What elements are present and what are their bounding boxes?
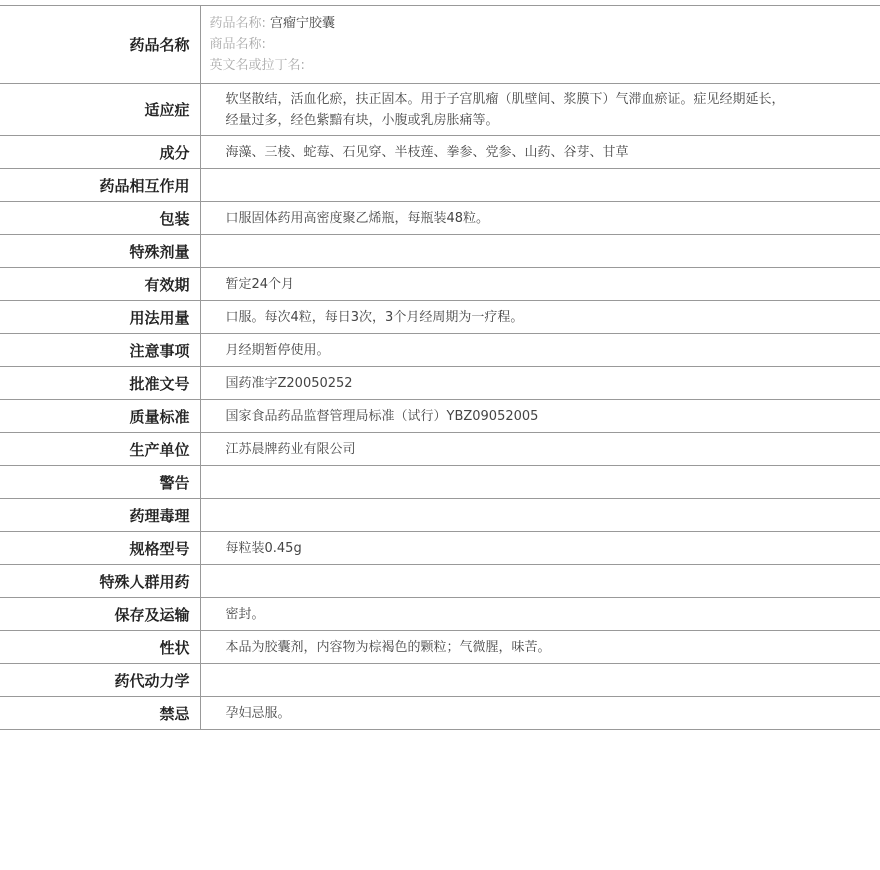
generic-name-label: 药品名称: [209,16,266,31]
row-label: 适应症 [0,84,200,136]
row-value: 密封。 [200,598,880,631]
row-value: 每粒装0.45g [200,532,880,565]
row-label: 包装 [0,202,200,235]
warning-row [0,466,880,499]
row-label: 禁忌 [0,697,200,730]
row-label: 药代动力学 [0,664,200,697]
specification-row [0,532,880,565]
generic-name-line [210,13,880,34]
row-value [200,169,880,202]
row-label: 性状 [0,631,200,664]
pharmacology-row [0,499,880,532]
row-value: 软坚散结，活血化瘀，扶正固本。用于子宫肌瘤（肌壁间、浆膜下）气滞血瘀证。症见经期延长，经量过多，经色紫黯有块，小腹或乳房胀痛等。 [200,84,880,136]
row-value: 月经期暂停使用。 [200,334,880,367]
storage-row [0,598,880,631]
row-label: 批准文号 [0,367,200,400]
row-label: 药理毒理 [0,499,200,532]
row-value: 本品为胶囊剂，内容物为棕褐色的颗粒；气微腥，味苦。 [200,631,880,664]
approval-number-row [0,367,880,400]
generic-name-value: 宫瘤宁胶囊 [270,16,336,31]
precautions-row [0,334,880,367]
row-value [200,664,880,697]
row-value: 国药准字Z20050252 [200,367,880,400]
row-value [200,499,880,532]
special-population-row [0,565,880,598]
contraindications-row [0,697,880,730]
row-label: 规格型号 [0,532,200,565]
description-row [0,631,880,664]
quality-standard-row [0,400,880,433]
shelf-life-row [0,268,880,301]
special-dosage-row [0,235,880,268]
drug-info-table [0,5,880,730]
packaging-row [0,202,880,235]
row-value: 暂定24个月 [200,268,880,301]
interactions-row [0,169,880,202]
row-value: 口服。每次4粒，每日3次，3个月经周期为一疗程。 [200,301,880,334]
row-label: 药品名称 [0,6,200,84]
row-label: 成分 [0,136,200,169]
row-value: 孕妇忌服。 [200,697,880,730]
row-value: 口服固体药用高密度聚乙烯瓶，每瓶装48粒。 [200,202,880,235]
trade-name-line [210,34,880,55]
trade-name-label: 商品名称: [209,37,266,52]
manufacturer-row [0,433,880,466]
row-value: 国家食品药品监督管理局标准（试行）YBZ09052005 [200,400,880,433]
row-label: 特殊人群用药 [0,565,200,598]
drug-name-row [0,6,880,84]
row-value [200,235,880,268]
row-value [200,565,880,598]
row-label: 特殊剂量 [0,235,200,268]
row-value: 海藻、三棱、蛇莓、石见穿、半枝莲、拳参、党参、山药、谷芽、甘草 [200,136,880,169]
row-value [200,466,880,499]
dosage-row [0,301,880,334]
row-value: 江苏晨牌药业有限公司 [200,433,880,466]
row-label: 注意事项 [0,334,200,367]
row-label: 质量标准 [0,400,200,433]
pharmacokinetics-row [0,664,880,697]
row-label: 用法用量 [0,301,200,334]
english-name-label: 英文名或拉丁名: [209,58,305,73]
row-label: 保存及运输 [0,598,200,631]
english-name-line [210,55,880,76]
indications-row [0,84,880,136]
row-label: 有效期 [0,268,200,301]
row-label: 生产单位 [0,433,200,466]
ingredients-row [0,136,880,169]
drug-name-cell [200,6,880,84]
row-label: 警告 [0,466,200,499]
row-label: 药品相互作用 [0,169,200,202]
